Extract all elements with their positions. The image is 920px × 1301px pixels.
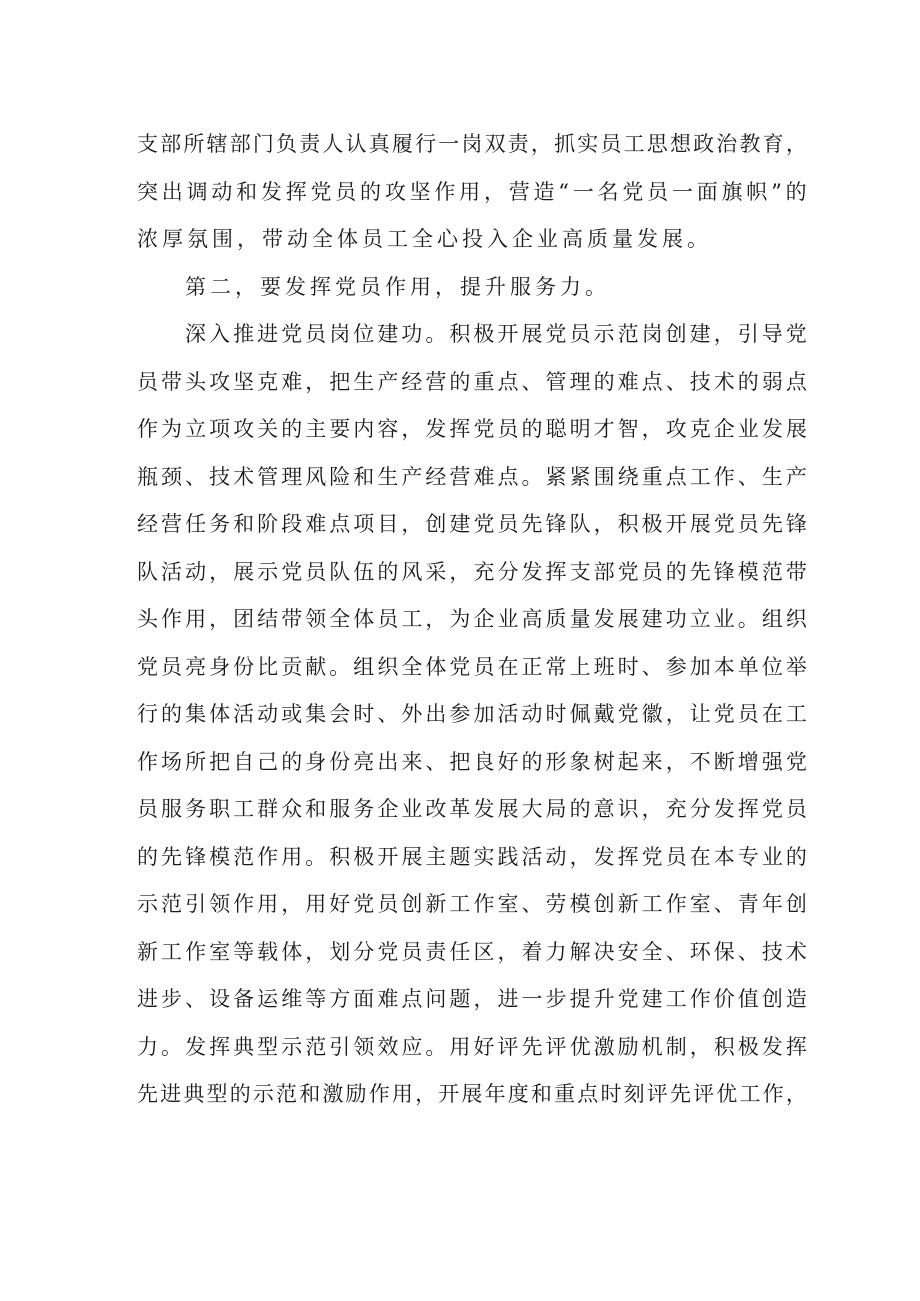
text-line: 作 为 立 项 攻 关 的 主 要 内 容 ， 发 挥 党 员 的 聪 明 才 智 ， 攻 克 企 业 发 展	[137, 417, 807, 441]
text-line: 先 进 典 型 的 示 范 和 激 励 作 用 ， 开 展 年 度 和 重 点 时 刻 评 先 评 优 工 作 ，	[137, 1082, 807, 1106]
text-line: 示 范 引 领 作 用 ， 用 好 党 员 创 新 工 作 室 、 劳 模 创 新 工 作 室 、 青 年 创	[137, 892, 807, 916]
text-line: 党 员 亮 身 份 比 贡 献 。 组 织 全 体 党 员 在 正 常 上 班 时 、 参 加 本 单 位 举	[137, 654, 807, 679]
text-line: 力 。 发 挥 典 型 示 范 引 领 效 应 。 用 好 评 先 评 优 激 励 机 制 ， 积 极 发 挥	[137, 1034, 807, 1059]
text-line: 经 营 任 务 和 阶 段 难 点 项 目 ， 创 建 党 员 先 锋 队 ， 积 极 开 展 党 员 先 锋	[137, 512, 807, 536]
document-body	[137, 121, 807, 1119]
text-line: 作 场 所 把 自 己 的 身 份 亮 出 来 、 把 良 好 的 形 象 树 起 来 ， 不 断 增 强 党	[137, 749, 807, 774]
text-line: 队 活 动 ， 展 示 党 员 队 伍 的 风 采 ， 充 分 发 挥 支 部 党 员 的 先 锋 模 范 带	[137, 559, 807, 584]
text-line: 行 的 集 体 活 动 或 集 会 时 、 外 出 参 加 活 动 时 佩 戴 党 徽 ， 让 党 员 在 工	[137, 702, 807, 726]
text-line: 的 先 锋 模 范 作 用 。 积 极 开 展 主 题 实 践 活 动 ， 发 挥 党 员 在 本 专 业 的	[137, 844, 807, 869]
text-line: 瓶 颈 、 技 术 管 理 风 险 和 生 产 经 营 难 点 。 紧 紧 围 绕 重 点 工 作 、 生 产	[137, 464, 807, 489]
text-line: 第 二 ， 要 发 挥 党 员 作 用 ， 提 升 服 务 力 。	[185, 274, 606, 299]
text-line: 浓 厚 氛 围 ， 带 动 全 体 员 工 全 心 投 入 企 业 高 质 量 发 展 。	[137, 227, 708, 251]
text-line: 进 步 、 设 备 运 维 等 方 面 难 点 问 题 ， 进 一 步 提 升 党 建 工 作 价 值 创 造	[137, 987, 807, 1011]
text-line: 新 工 作 室 等 载 体 ， 划 分 党 员 责 任 区 ， 着 力 解 决 安 全 、 环 保 、 技 术	[137, 939, 807, 964]
text-line: 突 出 调 动 和 发 挥 党 员 的 攻 坚 作 用 ， 营 造 “ 一 名 党 员 一 面 旗 帜 ” 的	[137, 179, 807, 204]
text-line: 头 作 用 ， 团 结 带 领 全 体 员 工 ， 为 企 业 高 质 量 发 展 建 功 立 业 。 组 织	[137, 607, 807, 631]
text-line: 支 部 所 辖 部 门 负 责 人 认 真 履 行 一 岗 双 责 ， 抓 实 员 工 思 想 政 治 教 育 ，	[137, 132, 807, 156]
text-line: 深 入 推 进 党 员 岗 位 建 功 。 积 极 开 展 党 员 示 范 岗 创 建 ， 引 导 党	[185, 322, 807, 346]
text-line: 员 带 头 攻 坚 克 难 ， 把 生 产 经 营 的 重 点 、 管 理 的 难 点 、 技 术 的 弱 点	[137, 369, 807, 394]
text-line: 员 服 务 职 工 群 众 和 服 务 企 业 改 革 发 展 大 局 的 意 识 ， 充 分 发 挥 党 员	[137, 797, 807, 821]
